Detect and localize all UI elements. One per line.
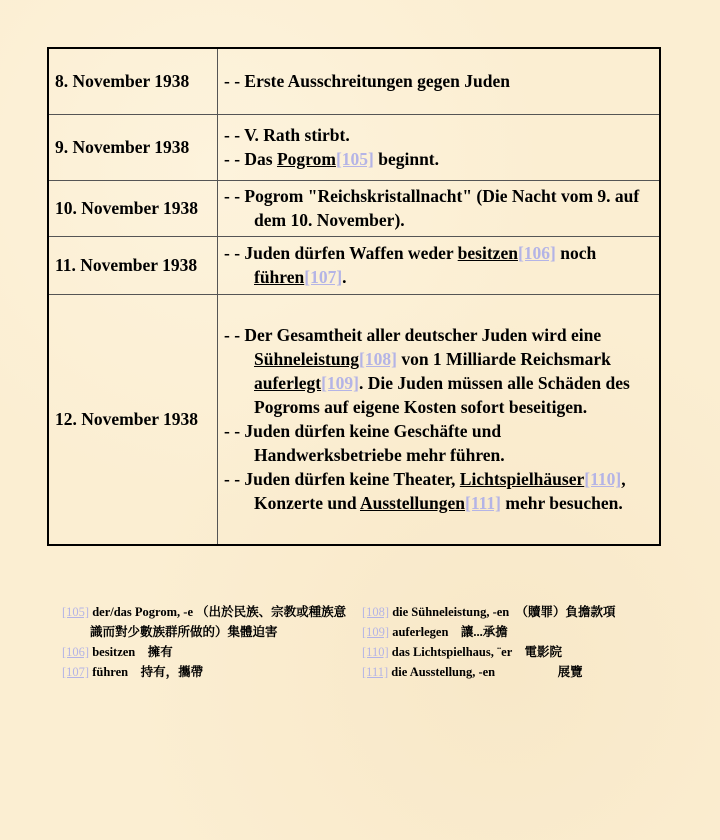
event-entry bbox=[224, 123, 653, 147]
footnotes-right bbox=[362, 602, 662, 682]
event-cell bbox=[218, 294, 661, 545]
glossary-term: Lichtspielhäuser bbox=[459, 469, 585, 490]
footnote-link[interactable]: [107] bbox=[304, 267, 343, 287]
date-cell: 10. November 1938 bbox=[48, 180, 218, 236]
footnotes-left bbox=[62, 602, 347, 682]
footnote-text: auferlegen 讓...承擔 bbox=[389, 625, 508, 639]
table-row bbox=[48, 236, 660, 294]
glossary-term: auferlegt bbox=[254, 373, 322, 394]
event-cell bbox=[218, 180, 661, 236]
footnote-link[interactable]: [109] bbox=[321, 373, 359, 394]
event-entry bbox=[224, 419, 653, 467]
event-cell bbox=[218, 114, 661, 180]
event-text: noch bbox=[555, 243, 597, 263]
footnote-link[interactable]: [106] bbox=[517, 243, 556, 263]
footnote bbox=[362, 622, 662, 642]
event-entry bbox=[224, 69, 653, 93]
date-cell: 8. November 1938 bbox=[48, 48, 218, 114]
footnote bbox=[362, 662, 662, 682]
footnote bbox=[362, 602, 662, 622]
footnote-text: besitzen 擁有 bbox=[89, 645, 173, 659]
event-cell bbox=[218, 236, 661, 294]
event-text: . Die Juden müssen alle Schäden des Pogroms auf eigene Kosten sofort beseitigen. bbox=[254, 373, 630, 418]
footnote-ref-link[interactable]: [111] bbox=[362, 665, 389, 679]
event-text: - - Juden dürfen Waffen weder bbox=[224, 243, 458, 263]
event-text: - - Pogrom "Reichskristallnacht" (Die Nacht vom 9. auf dem 10. November). bbox=[224, 186, 640, 230]
event-entry bbox=[224, 467, 653, 515]
footnote bbox=[62, 662, 347, 682]
footnote-text: die Ausstellung, -en 展覽 bbox=[388, 665, 583, 679]
table-row bbox=[48, 48, 660, 114]
footnote-link[interactable]: [111] bbox=[465, 493, 501, 514]
footnote bbox=[362, 642, 662, 662]
footnote-ref-link[interactable]: [108] bbox=[362, 605, 390, 619]
event-text: - - Juden dürfen keine Geschäfte und Handwerksbetriebe mehr führen. bbox=[224, 421, 505, 466]
event-text: - - Das bbox=[224, 149, 277, 169]
glossary-term: Pogrom bbox=[276, 149, 336, 169]
footnote bbox=[62, 602, 347, 642]
footnote-text: der/das Pogrom, -e （出於民族、宗教或種族意識而對少數族群所做的）集體迫害 bbox=[89, 605, 347, 639]
event-text: mehr besuchen. bbox=[501, 493, 623, 514]
event-text: beginnt. bbox=[373, 149, 440, 169]
event-text: von 1 Milliarde Reichsmark bbox=[396, 349, 611, 370]
event-text: - - Der Gesamtheit aller deutscher Juden wird eine bbox=[224, 325, 602, 346]
event-cell bbox=[218, 48, 661, 114]
footnote-link[interactable]: [108] bbox=[359, 349, 397, 370]
footnote-ref-link[interactable]: [107] bbox=[62, 665, 90, 679]
footnote-link[interactable]: [105] bbox=[335, 149, 374, 169]
glossary-term: besitzen bbox=[457, 243, 518, 263]
footnote-text: führen 持有，攜帶 bbox=[89, 665, 204, 679]
glossary-term: Sühneleistung bbox=[254, 349, 360, 370]
event-text: - - Juden dürfen keine Theater, bbox=[224, 469, 460, 490]
event-entry bbox=[224, 147, 653, 171]
footnote-ref-link[interactable]: [106] bbox=[62, 645, 90, 659]
footnote-text: das Lichtspielhaus, ¨er 電影院 bbox=[388, 645, 563, 659]
date-cell: 9. November 1938 bbox=[48, 114, 218, 180]
date-cell: 11. November 1938 bbox=[48, 236, 218, 294]
event-text: , Konzerte und bbox=[254, 469, 626, 514]
event-text: . bbox=[342, 267, 347, 287]
footnote-text: die Sühneleistung, -en （贖罪）負擔款項 bbox=[389, 605, 616, 619]
table-row bbox=[48, 114, 660, 180]
footnote-ref-link[interactable]: [109] bbox=[362, 625, 390, 639]
event-entry bbox=[224, 184, 653, 232]
event-entry bbox=[224, 323, 653, 419]
footnote-ref-link[interactable]: [110] bbox=[362, 645, 389, 659]
table-row bbox=[48, 180, 660, 236]
date-cell: 12. November 1938 bbox=[48, 294, 218, 545]
footnote-ref-link[interactable]: [105] bbox=[62, 605, 90, 619]
glossary-term: Ausstellungen bbox=[359, 493, 466, 514]
event-text: - - V. Rath stirbt. bbox=[224, 125, 350, 145]
timeline-table bbox=[47, 47, 661, 546]
table-row bbox=[48, 294, 660, 545]
event-entry bbox=[224, 241, 653, 289]
footnote bbox=[62, 642, 347, 662]
footnote-link[interactable]: [110] bbox=[584, 469, 622, 490]
event-text: - - Erste Ausschreitungen gegen Juden bbox=[224, 71, 511, 92]
glossary-term: führen bbox=[254, 267, 305, 287]
